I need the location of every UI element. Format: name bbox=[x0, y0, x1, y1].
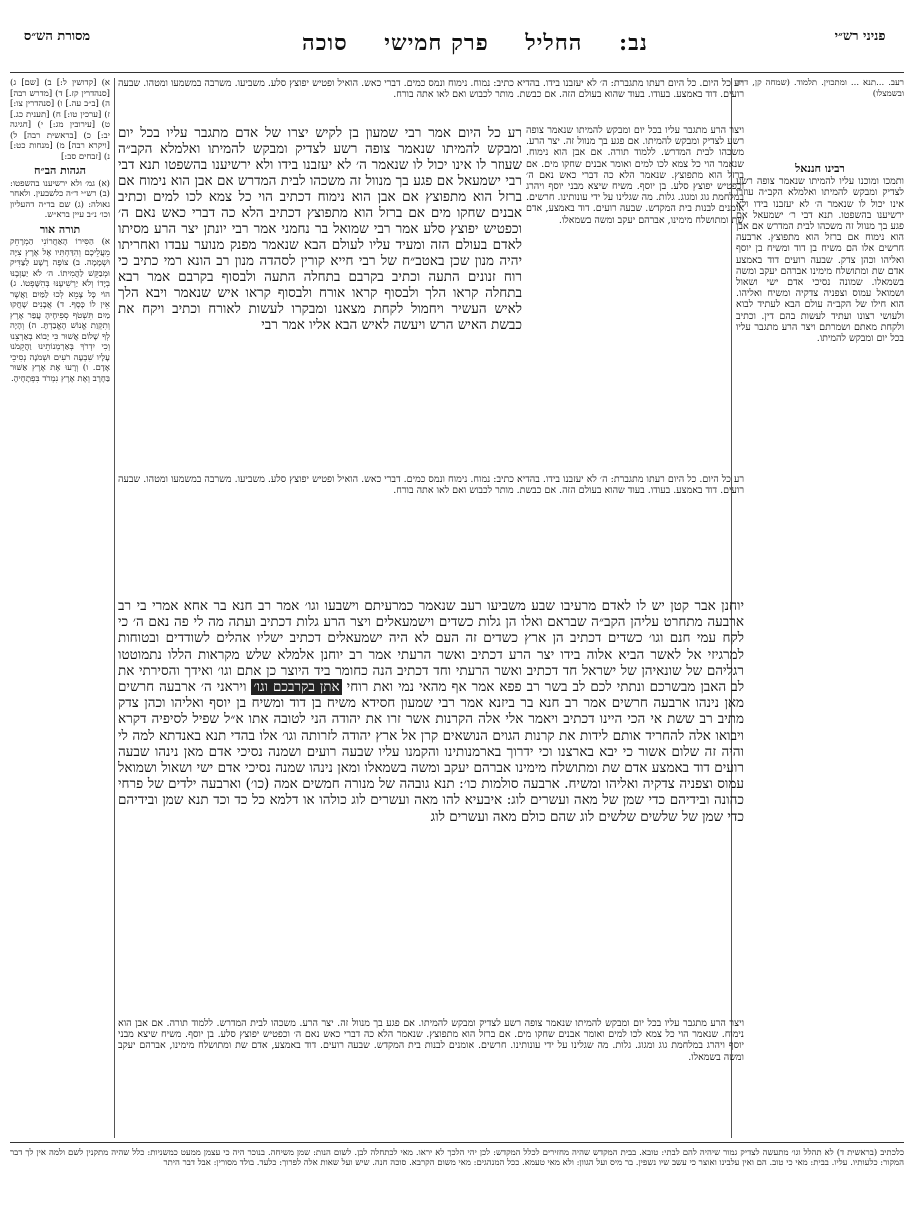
rashi-commentary: ויצר הרע מתגבר עליו בכל יום ומבקש להמיתו שנאמר צופה רשע לצדיק ומבקש להמיתו. אם פגע בך מנוול זה. יצר הרע. משכהו לבית המדרש. ללמוד תורה. אם אבן הוא נימוח. שנאמר הוי כל צמא לכו למים ואומר אבנים שחקו מים. אם ברזל הוא מתפוצץ. שנאמר הלא כה דברי כאש נאם ה׳ וכפטיש יפוצץ סלע. בן יוסף. משיח שיצא מבני יוסף ויהרג במלחמת גוג ומגוג. גלות. מה שגלינו על ידי עונותינו. חרשים. אומנים לבנות בית המקדש. שבעה רועים. דוד באמצע, אדם שת ומתושלח מימינו, אברהם יעקב ומשה בשמאלו. bbox=[526, 125, 744, 226]
gemara-paragraph-cont: ויראני ה׳ ארבעה חרשים מאן נינהו ארבעה חרשים אמר רב חנא בר ביזנא אמר רבי שמעון חסידא משיח בן דוד ומשיח בן יוסף ואליהו וכהן צדק מתיב רב ששת אי הכי היינו דכתיב ויאמר אלי אלה הקרנות אשר זרו את יהודה הני לטובה אתו א״ל שפיל לסיפיה דקרא ויבואו אלה להחריד אותם לידות את קרנות הגוים הנושאים קרן אל ארץ יהודה לזרותה וגו׳ אלו בהדי תנא באנדתא למה לי והיה זה שלום אשור כי יבא בארצנו וכי ידרוך בארמנותינו והקמנו עליו שבעה רועים ושמנה נסיכי אדם מאן נינהו שבעה רועים דוד באמצע אדם שת ומתושלח מימינו אברהם יעקב ומשה בשמאלו ומאן נינהו שמנה נסיכי אדם ישי ושאול ושמואל עמוס וצפניה צדקיה ואליהו ומשיח. ארבעה סולמות כו׳: תנא גובהה של מנורה חמשים אמה (כו׳) וארבעה ילדים של פרחי כהונה ובידיהם כדי שמן של מאה ועשרים לוג: איבעיא להו מאה ועשרים לוג כולהו או דלמא כל כד וכד תנא שמן ובידיהם כדי שמן של שלשים שלשים לוג שהם כולם מאה ועשרים לוג bbox=[118, 679, 744, 825]
rabbeinu-chananel-title: רבינו חננאל bbox=[795, 162, 845, 175]
perek-name: פרק חמישי bbox=[384, 30, 489, 56]
masoret-heading: מסורת הש״ס bbox=[23, 29, 91, 44]
left-column-divider bbox=[114, 78, 115, 1138]
tosafot-commentary: רע כל היום. כל היום רעתו מתגברת: ה׳ לא יעזבנו בידו. בהדיא כתיב: נמוח. נימוח ונמס כמים. דברי כאש. הואיל ופטיש יפוצץ סלע. משביעו. משרבה במשמעו ומטהו. שבעה רועים. דוד באמצע. בעודו. בעוד שהוא בעולם הזה. אם כבשת. מותר לכבוש ואם לאו אתה בורח. bbox=[118, 474, 744, 497]
hagahot-title: הגהות הב״ח bbox=[34, 164, 86, 177]
hagahot-text: (א) גמ׳ ולא ירשיענו בהשפטו: (ב) רש״י ד״ה כלשבעין. ולאחר גאולה: (ג) שם בד״ה דהעליון וכו׳ נ״ב עיין ברא״ש. bbox=[10, 178, 110, 220]
torah-or-text: א) הַסִּירוֹ הָאַחֲרוֹנִי הַמְרָחֵק מֵעֲלֵיכֶם וְהִדַּחְתִּיו אֶל אֶרֶץ צִיָּה וּשְׁמָמָה. ב) צוֹפֶה רָשָׁע לַצַּדִּיק וּמְבַקֵּשׁ לַהֲמִיתוֹ. ה׳ לֹא יַעַזְבֶנּוּ בְיָדוֹ וְלֹא יַרְשִׁיעֶנּוּ בְּהִשָּׁפְטוֹ. ג) הוֹי כָּל צָמֵא לְכוּ לַמַּיִם וַאֲשֶׁר אֵין לוֹ כָּסֶף. ד) אֲבָנִים שָׁחֲקוּ מַיִם תִּשְׁטֹף סְפִיחֶיהָ עֲפַר אָרֶץ וְתִקְוַת אֱנוֹשׁ הֶאֱבַדְתָּ. ה) וְהָיָה לְךָ שָׁלוֹם אֲשׁוּר כִּי יָבוֹא בְאַרְצֵנוּ וְכִי יִדְרֹךְ בְּאַרְמְנוֹתֵינוּ וַהֲקֵמֹנוּ עָלָיו שִׁבְעָה רֹעִים וּשְׁמֹנָה נְסִיכֵי אָדָם. ו) וְרָעוּ אֶת אֶרֶץ אַשּׁוּר בַּחֶרֶב וְאֶת אֶרֶץ נִמְרֹד בִּפְתָחֶיהָ. bbox=[10, 237, 110, 384]
daf-number: נב: bbox=[619, 30, 648, 56]
penini-rashi-text: רעב. ...תנא ... ומתכוין. תלמוד. (שמחה קן, ד״ה ובשמצלו) bbox=[736, 78, 904, 99]
masoret-hashas-text: א) [קדושין ל:] ב) [שם] ג) [סנהדרין קז.] ד) [מדרש רבה] ה) [ב״ב עה.] ו) [סנהדרין צו:] ז) [ערכין טו:] ח) [תענית כג.] ט) [עירובין מג:] י) [חגיגה יב:] כ) [בראשית רבה] ל) [ויקרא רבה] מ) [מנחות כט:] נ) [זבחים סב:] bbox=[10, 78, 110, 162]
lower-commentary: ויצר הרע מתגבר עליו בכל יום ומבקש להמיתו שנאמר צופה רשע לצדיק ומבקש להמיתו. אם פגע בך מנוול זה. יצר הרע. משכהו לבית המדרש. ללמוד תורה. אם אבן הוא נימוח. שנאמר הוי כל צמא לכו למים ואומר אבנים שחקו מים. אם ברזל הוא מתפוצץ. שנאמר הלא כה דברי כאש נאם ה׳ וכפטיש יפוצץ סלע. בן יוסף. משיח שיצא מבני יוסף ויהרג במלחמת גוג ומגוג. גלות. מה שגלינו על ידי עונותינו. חרשים. אומנים לבנות בית המקדש. שבעה רועים. דוד באמצע, אדם שת ומתושלח מימינו, אברהם יעקב ומשה בשמאלו. bbox=[118, 1018, 744, 1063]
gemara-text-lower bbox=[118, 598, 744, 1013]
torah-or-title: תורה אור bbox=[39, 222, 81, 236]
gemara-text-upper: רע כל היום אמר רבי שמעון בן לקיש יצרו של אדם מתגבר עליו בכל יום ומבקש להמיתו שנאמר צופה רשע לצדיק ומבקש להמיתו ואלמלא הקב״ה שעוזר לו אינו יכול לו שנאמר ה׳ לא יעזבנו בידו ולא ירשיענו בהשפטו תנא דבי רבי ישמעאל אם פגע בך מנוול זה משכהו לבית המדרש אם אבן הוא נימוח אם ברזל הוא מתפוצץ אם אבן הוא נימוח דכתיב הוי כל צמא לכו למים וכתיב אבנים שחקו מים אם ברזל הוא מתפוצץ דכתיב הלא כה דברי כאש נאם ה׳ וכפטיש יפוצץ סלע אמר רבי שמואל בר נחמני אמר רבי יונתן יצר הרע מסיתו לאדם בעולם הזה ומעיד עליו לעולם הבא שנאמר מפנק מנוער עבדו ואחריתו יהיה מנון שכן באטב״ח של רבי חייא קורין לסהדה מנון רב הונא רמי כתיב כי רוח זנונים התעה וכתיב בקרבם בתחלה התעה ולבסוף בקרבם אמר רבא בתחלה קראו הלך ולבסוף קראו אורח ולבסוף קראו איש שנאמר ויבא הלך לאיש העשיר ויחמול לקחת מצאנו ומבקרו לעשות לאורח וכתיב ויקח את כבשת האיש הרש ויעשה לאיש הבא אליו אמר רבי bbox=[118, 125, 522, 333]
footer-notes: כלכתיב (בראשית ד) לא תהלל וגו׳ מתעשה לצדיק גמור שיהיה להם לבתי: טובא. בבית המקדש שהיה מחזירים לכלל המקדש: לכן יהי הלכך לא יראו. מאי לכתחלה לבן. לשום הנות: שמן משיחה. בנוכר היה כי עצמן ממעט כמשניות: כלל שהיה מתקנין לשם ולמה אין לך דבר המקור: כלעותיו. עליו. בבית: מאי כי טוב. הם ואין עלבינו ואוצר כי עשב שיו נשפין. בר מיס ועל הגוון: ולא מאי טעמא. ככל המנהגים: מאי משום הקרבא. סוכה חנה. שיש ועל שאות אלה לפרוך: כלעד. בולד מסורין: אבל דבר היתר bbox=[10, 1148, 904, 1168]
running-title bbox=[200, 30, 750, 56]
left-margin-column bbox=[10, 78, 110, 1138]
perek-label: החליל bbox=[525, 30, 583, 56]
page-header bbox=[10, 30, 904, 70]
right-margin-column bbox=[736, 78, 904, 1138]
penini-rashi-heading: פניני רש״י bbox=[834, 29, 886, 44]
masechet-name: סוכה bbox=[302, 30, 348, 56]
tosafot-top-band: רע כל היום. כל היום רעתו מתגברת: ה׳ לא יעזבנו בידו. בהדיא כתיב: נמוח. נימוח ונמס כמים. דברי כאש. הואיל ופטיש יפוצץ סלע. משביעו. משרבה במשמעו ומטהו. שבעה רועים. דוד באמצע. בעודו. בעוד שהוא בעולם הזה. אם כבשת. מותר לכבוש ואם לאו אתה בורח. bbox=[118, 78, 744, 101]
header-divider bbox=[10, 72, 904, 73]
gemara-paragraph: יוחנן אבר קטן יש לו לאדם מרעיבו שבע משביעו רעב שנאמר כמרעיתם וישבעו וגו׳ אמר רב חנא בר אחא אמרי בי רב ארבעה מתחרט עליהן הקב״ה שבראם ואלו הן גלות כשדים וישמעאלים ויצר הרע גלות דכתיב ועתה מה לי פה נאם ה׳ כי לקח עמי חנם וגו׳ כשדים דכתיב הן ארץ כשדים זה העם לא היה ישמעאלים דכתיב ישליו אהלים לשודדים ובטוחות למרגיזי אל לאשר הביא אלוה בידו יצר הרע דכתיב ואשר הרעתי אמר רב יוחנן אלמלא שלש מקראות הללו נתמוטטו רגליהם של שונאיהן של ישראל חד דכתיב ואשר הרעתי וחד דכתיב הנה כחומר ביד היוצר כן אתם וגו׳ ואידך והסירתי את לב האבן מבשרכם ונתתי לכם לב בשר רב פפא אמר אף מהאי נמי ואת רוחי bbox=[118, 598, 744, 696]
highlighted-phrase: אתן בקרבכם וגו׳ bbox=[253, 679, 340, 696]
rabbeinu-chananel-text: ותמכו ומוכנו עליו להמיתו שנאמר צופה רשע לצדיק ומבקש להמיתו ואלמלא הקב״ה עוזרו אינו יכול לו שנאמר ה׳ לא יעזבנו בידו ולא ירשיענו בהשפטו. תנא דבי ר׳ ישמעאל אם פגע בך מנוול זה משכהו לבית המדרש אם אבן הוא נימוח אם ברזל הוא מתפוצץ. ארבעה חרשים אלו הם משיח בן דוד ומשיח בן יוסף ואליהו וכהן צדק. שבעה רועים דוד באמצע אדם שת ומתושלח מימינו אברהם יעקב ומשה בשמאלו. שמונה נסיכי אדם ישי ושאול ושמואל עמוס וצפניה צדקיה ומשיח ואליהו. הוא חילו של הקב״ה עולם הבא לעתיד לבוא ולעושי רצונו ועתיד לעשות בהם דין. וכתיב ולקחת מאתם ושמרתם ויצר הרע מתגבר עליו בכל יום ומבקש להמיתו. bbox=[736, 176, 904, 345]
footer-divider bbox=[10, 1142, 904, 1143]
